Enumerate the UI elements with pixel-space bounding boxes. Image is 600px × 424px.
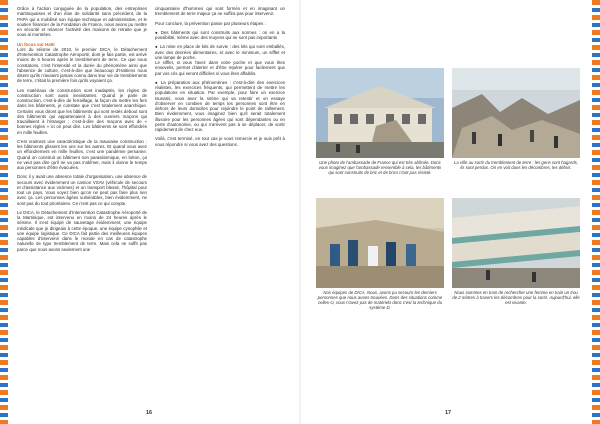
collapsed-building-photo bbox=[452, 198, 580, 288]
paragraph: Donc il y avait une absence totale d'organisation, une absence de secours avec évidemment un camion VSAV (véhicule de secours et d'assistance aux victimes) et un transport blessé, l'hôpital pour tout un pays. Vous voyez bien qu'on ne peut pas faire plus rien avec ça. Les personnes âgées vulnérables, bien évidemment, ne sont pas du tout prioritaires. Ce n'est pas ce qui compte. bbox=[17, 174, 147, 206]
paragraph: Les matériaux de construction sont inadaptés, les règles de construction sont aussi inexistantes. Quand je parle de construction, c'est-à-dire de ferraillage, la façon de mettre les fers dans les bâtiments, je constate que c'est totalement anarchique. Certains vous diront que les bâtiments qui sont restés debout sont des bâtiments qui appartenaient à des ouvriers maçons qui travaillaient à l'étranger ; c'est-à-dire des maçons avec de « bonnes règles » ici on peut dire. Les bâtiments se sont effondrés en mille feuilles. bbox=[17, 87, 147, 135]
paragraph: Lors du séisme de 2010, le premier DICA, le Détachement d'Intervention Catastrophe Aéroporté, dont je fais partie, est arrivé moins de 6 heures après le tremblement de terre. Ce que nous constatons, c'est l'intensité et la durée du phénomène ainsi que l'absence de culture, c'est-à-dire que beaucoup d'Haïtiens nous disent qu'ils n'avaient jamais connu dans leur vie de tremblements de terre, c'était la première fois qu'ils voyaient ça. bbox=[17, 46, 147, 84]
left-decorative-stripe bbox=[0, 0, 8, 424]
paragraph: Le DICA, le Détachement d'Intervention Catastrophe Aéroporté de la Martinique, est intervenu en moins de 24 heures après le séisme. Il s'est équipé de sauvetage évidemment, une équipe médicale que je dirigeais à cette époque, une équipe cynophile et une équipe logistique. Ce DICA fait partie des meilleures équipes capables d'intervenir dans le monde en cas de catastrophe naturelle de type tremblement de terre. Mais cela ne suffit pas parce que nous avons seulement une bbox=[17, 209, 147, 252]
paragraph: cinquantaine d'hommes qui sont formés et en imaginant un tremblement de terre majeur ça ne suffira pas pour intervenir. bbox=[155, 6, 285, 17]
left-page-column-2 bbox=[155, 6, 285, 151]
page-number-left: 16 bbox=[146, 410, 153, 416]
embassy-caption: Une photo de l'ambassade de France qui est très abîmée. Donc vous imaginez que l'ambassade ressemble à cela, les bâtiments qui sont construits de bric et de brics n'ont pas résisté. bbox=[318, 160, 442, 176]
city-ruins-caption: La ville au sortir du tremblement de terre : les gens sont hagards, ils sont perdus. On en voit dans les décombres, les débris. bbox=[454, 160, 578, 171]
list-item: ● La mise en place de kits de survie : des kits qui sont emballés, avec des denrées alimentaires, et avec le minimum, un sifflet et une lampe de poche. Le sifflet, si vous l'avez dans votre poche et que vous êtes ensevelis, permet d'alerter et d'être repérer pour facilement que par vos cris qui seront difficiles si vous êtes affaiblis. bbox=[155, 44, 286, 76]
paragraph: Grâce à l'action conjuguée de la population, des entreprises martiniquaises et d'un élan de solidarité sans précédent, de la PAPA qui a mobilisé son équipe technique et administrative, et le soutien financier de la Fondation de France, nous avons pu mettre en sécurité et relancer l'activité des maisons de retraite que je vous ai montrées. bbox=[17, 6, 147, 38]
bullet-icon: ● bbox=[155, 79, 159, 85]
bullet-icon: ● bbox=[155, 44, 158, 50]
section-heading: Un focus sur Haïti bbox=[17, 41, 55, 47]
rescue-team-caption: Nos équipes de DICA. Nous, avons pu secourir les derniers personnes que nous avons trouvées. Dans des situations comme celles-ci, vous n'avez pas de matériels donc c'est la technique du système D. bbox=[317, 290, 443, 311]
list-item: ● La préparation aux phénomènes : c'est-à-dire des exercices réalistes, les exercices fréquents, qui permettent de mettre les populations en situation. Par exemple, pour faire un exercice tsunami, vous avez la sirène qui va retentir et on essaye d'observer en combien de temps les personnes sont être en dehors de leurs domiciles pour rejoindre le point de ralliement. Bien évidemment, vous imaginez bien qu'il serait totalement illusoire pour les personnes âgées qui sont dépendantes ou en perte d'autonomie, ou qui n'arrivent pas à se déplacer, de sortir rapidement de chez eux. bbox=[155, 79, 285, 132]
page-number-right: 17 bbox=[445, 410, 452, 416]
right-decorative-stripe bbox=[592, 0, 600, 424]
paragraph: Voilà, c'est terminé, en tout cas je vous remercie et je suis prêt à vous répondre si vous avez des questions. bbox=[155, 136, 285, 147]
collapsed-building-caption: Nous sommes en train de rechercher une femme en train un trou de 2 mètres à travers les décombres pour la sortir. Aujourd'hui, elle est vivante. bbox=[452, 290, 580, 306]
embassy-photo bbox=[316, 68, 444, 158]
paragraph: C'est vraiment une caractéristique de la mauvaise construction : les bâtiments glissent les uns sur les autres. Et quand vous avez un effondrement en mille feuilles, c'est une pandémie persanne. Quand on construit un bâtiment non paraséismique, en béton, ça ne veut pas dire qu'il ne va pas s'abîmer, mais il donne le temps aux personnes d'être évacuées. bbox=[17, 138, 147, 170]
paragraph: Pour conclure, la prévention passe par plusieurs étapes : bbox=[155, 20, 266, 26]
bullet-icon: ● bbox=[155, 29, 159, 35]
city-ruins-photo bbox=[452, 68, 580, 158]
left-page-column-1 bbox=[17, 6, 147, 256]
page-fold bbox=[299, 0, 301, 424]
rescue-team-photo bbox=[316, 198, 444, 288]
prevention-list bbox=[155, 30, 285, 133]
list-item: ● Des bâtiments qui sont construits aux normes : on en a la possibilité, même avec des moyens qui ne sont pas importants bbox=[155, 29, 286, 40]
